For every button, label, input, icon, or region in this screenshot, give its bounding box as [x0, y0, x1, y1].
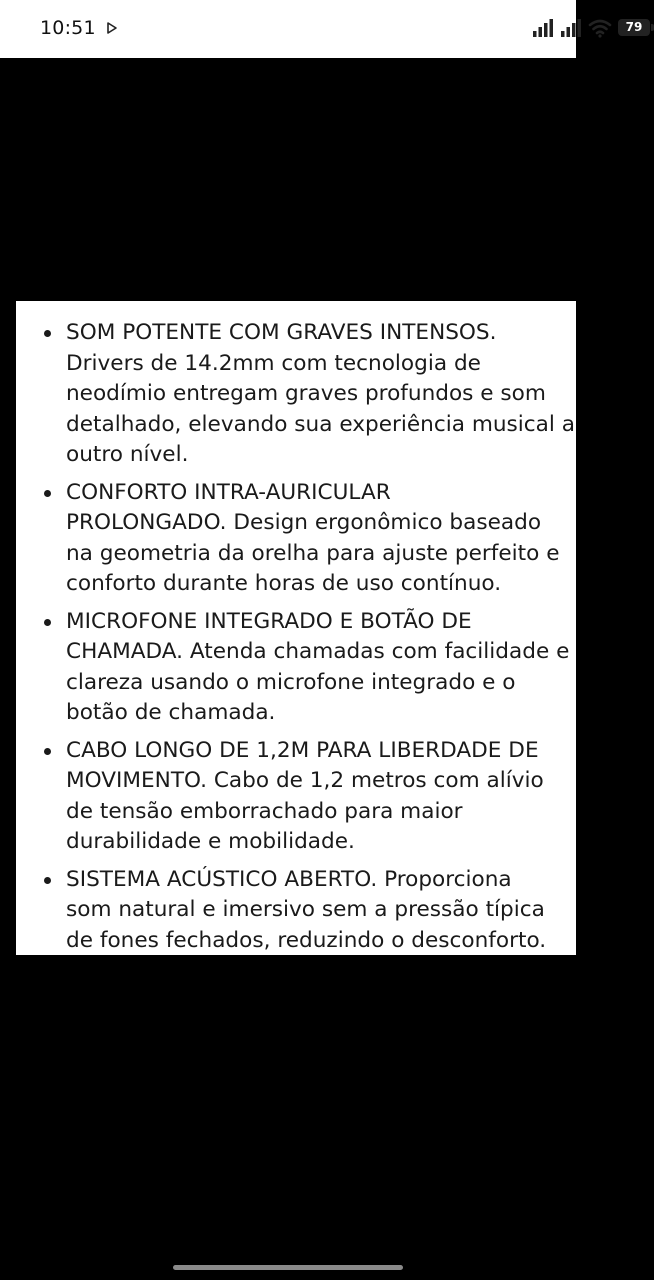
feature-item-sound	[16, 318, 596, 471]
feature-text-line: SOM POTENTE COM GRAVES INTENSOS.	[66, 320, 497, 345]
feature-text-line: MICROFONE INTEGRADO E BOTÃO DE	[66, 608, 472, 634]
feature-text-line: CABO LONGO DE 1,2M PARA LIBERDADE DE	[66, 737, 539, 763]
feature-text-line: CHAMADA. Atenda chamadas com facilidade e	[66, 639, 570, 664]
feature-item-microphone	[16, 607, 596, 729]
feature-text-line: Drivers de 14.2mm com tecnologia de	[66, 350, 481, 376]
feature-item-acoustic	[16, 865, 596, 957]
bullet-icon	[44, 619, 51, 626]
bullet-icon	[44, 877, 51, 884]
home-indicator[interactable]	[173, 1265, 403, 1270]
feature-text-line: durabilidade e mobilidade.	[66, 829, 355, 854]
feature-text-line: som natural e imersivo sem a pressão típica	[66, 897, 545, 922]
status-bar	[0, 0, 643, 58]
product-description-card	[16, 301, 576, 955]
feature-text-line: PROLONGADO. Design ergonômico baseado	[66, 510, 542, 535]
feature-text-line: botão de chamada.	[66, 700, 276, 725]
play-icon	[106, 22, 118, 34]
feature-text-line: MOVIMENTO. Cabo de 1,2 metros com alívio	[66, 768, 544, 793]
feature-text-line: de tensão emborrachado para maior	[66, 798, 463, 824]
feature-text-line: outro nível.	[66, 442, 189, 467]
signal-icon	[532, 18, 554, 38]
bullet-icon	[44, 490, 51, 497]
bullet-icon	[44, 748, 51, 755]
feature-text-line: detalhado, elevando sua experiência musical a	[66, 411, 576, 437]
wifi-icon	[588, 18, 612, 38]
battery-icon: 79	[618, 19, 650, 36]
status-time: 10:51	[40, 17, 96, 39]
feature-text-line: de fones fechados, reduzindo o desconforto.	[66, 927, 547, 953]
feature-text-line: neodímio entregam graves profundos e som	[66, 381, 546, 406]
feature-item-comfort	[16, 478, 596, 600]
feature-text-line: na geometria da orelha para ajuste perfeito e	[66, 540, 560, 566]
feature-text-line: clareza usando o microfone integrado e o	[66, 669, 516, 695]
feature-item-cable	[16, 736, 596, 858]
feature-list	[16, 318, 596, 963]
bullet-icon	[44, 330, 51, 337]
signal-icon	[560, 18, 582, 38]
feature-text-line: CONFORTO INTRA-AURICULAR	[66, 479, 391, 505]
feature-text-line: SISTEMA ACÚSTICO ABERTO. Proporciona	[66, 866, 512, 892]
feature-text-line: conforto durante horas de uso contínuo.	[66, 571, 502, 596]
